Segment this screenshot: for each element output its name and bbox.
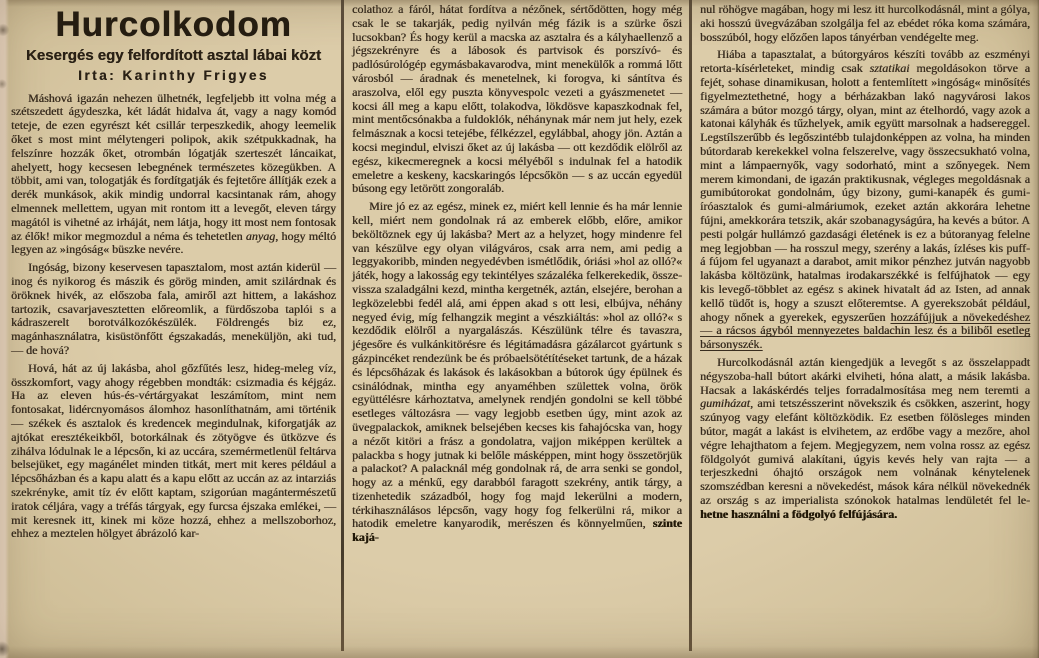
article-column-1 [11,3,336,545]
article-column-2 [352,3,682,549]
article-subtitle: Kesergés egy felfordított asztal lábai közt [25,47,322,64]
paragraph-text: colathoz a fáról, hátat fordítva a nézőnek, sértődötten, hogy még csak le se takarják, pedig nyilván még fázik is a szürke őszi lucsokban? És hogy kerül a macska az asztalra és a kályhaellenző a jégszekrényre és a lábosok és partvisok és porszívó- és padlósúrológép egymásbakavarodva, mint menekülők a rommá lőtt városból — áradnak és menetelnek, ki forogva, ki sántítva és araszolva, elől egy puszta könyvespolc vezeti a gyászmenetet — kocsi áll meg a kapu előtt, tolakodva, lökdösve kapaszkodnak fel, mint mentőcsónakba a fuldoklók, néhánynak már nem jut hely, ezek felmásznak a kocsi tetejébe, félkézzel, egylábbal, ahogy jön. Aztán a kocsi megindul, elviszi őket az új lakásba — ott kezdődik elölről az egész, kikecmeregnek a kocsi mélyéből s indulnak fel a hatodik emeletre a keskeny, kacskaringós lépcsőkön — s az uccán egyedül búsong egy letörött zongoraláb. [352,2,682,196]
article-column-3 [700,3,1030,525]
paragraph [700,3,1030,44]
paragraph [11,362,336,541]
article-title: Hurcolkodom [55,5,292,44]
paragraph-text: Hiába a tapasztalat, a bútorgyáros készíti tovább az eszményi retorta-kísérleteket, mindig csak [700,47,1030,76]
paragraph-text: , ami tetszésszerint növekszik és csökken, aszerint, hogy szúnyog vagy elefánt költözködik. Ez esetben fölösleges minden bútor, magát a lakást is elvihetem, az erdőbe vagy a mezőre, ahol végre lehajthatom a fejem. Megjegyzem, nem volna rossz az egész földgolyót gumivá alakítani, úgyis kevés hely van rajta — a terjeszkedni óhajtó országok nem volnának kénytelenek szomszédban keresni a növekedést, mások kára nélkül növekednék az ország s az imperialista szónokok hatalmas lendületét fel le- [700,396,1030,507]
article-header [11,6,336,83]
article-byline: Irta: Karinthy Frigyes [78,67,269,83]
paragraph-text: Máshová igazán nehezen ülhetnék, legfeljebb itt volna még a szétszedett ágydeszka, két ládát hidalva át, vagy a nagy komód teteje, de ezen egyrészt két csillár terpeszkedik, ahogy leemelik őket s most mint mélytengeri polipok, akik szétpukkadnak, ha felszínre hozzák őket, otrombán lógatják szerteszét láncaikat, ahelyett, hogy kecsesen lebegnének természetes közegükben. A többit, ami van, tologatják és fordítgatják és fejtetőre állítják ezek a derék munkások, akik mindig undorral kacsintanak rám, ahogy elmennek mellettem, ugyan mit rontom itt a levegőt, eleven tárgy magától is vihetné az irháját, nem látja, hogy itt most nem fontosak az élők! mikor megmozdul a néma és tehetetlen [11,90,336,243]
paragraph-text-bold: szinte kajá- [352,516,682,545]
paragraph [11,92,336,258]
paragraph [11,261,336,358]
paragraph-text-italic: anyag [245,228,276,243]
paragraph [700,356,1030,522]
column-divider-left [341,0,344,651]
paragraph-text-bold: hetne használni a födgolyó felfújására. [700,506,898,521]
paragraph-text-italic: gumiházat [700,396,751,411]
paragraph-text-italic: sztatikai [869,61,910,76]
paragraph-text: Hová, hát az új lakásba, ahol gőzfűtés lesz, hideg-meleg víz, összkomfort, vagy ahogy régebben mondták: csizmadia és kéjgáz. Ha az eleven hús-és-vértárgyakat leszámítom, mint nem fontosakat, lidércnyomásos álomhoz hasonlíthatnám, ami történik — székek és asztalok és kredencek megindulnak, kiforgatják az ajtókat eresztékeikből, botorkálnak és zötyögve és ütközve és zihálva lódulnak le a lépcsőn, ki az uccára, szemérmetlenül feltárva belsejüket, egy magánélet minden titkát, mert mit keres például a lépcsőházban és a kapu alatt és a kapu előtt az uccán az az intarziás szekrényke, amit tíz év előtt kaptam, szigorúan magántermészetű iratok céljára, vagy a tréfás tárgyak, egy furcsa éjszaka emlékei, — mit keresnek itt, kinek mi köze hozzá, ehhez a mellszoborhoz, ehhez a meztelen hölgyet ábrázoló kar- [11,360,336,541]
paragraph-text: Ingóság, bizony keservesen tapasztalom, most aztán kiderül — inog és nyikorog és mászik és görög minden, amit szilárdnak és öröknek hivék, az előszoba fala, amiről azt hittem, a lakáshoz tartozik, csavarjavesztetten előreomlik, a fürdőszoba taplói s a kádraszerelt borotválkozókészülék. Földrengés biz ez, magánhasználatra, kisüstönfőtt égszakadás, meneküljön, aki tud, — de hová? [11,260,336,357]
paragraph-text: nul röhögve magában, hogy mi lesz itt hurcolkodásnál, mint a gólya, aki hosszú üvegvázában szolgálja fel az ebédet róka koma számára, bosszúból, hogy előzően lapos tányérban vendégelte meg. [700,2,1030,44]
column-divider-right [689,0,692,651]
paragraph-text: megoldásokon törve a fejét, sohase dinamikusan, holott a fentemlített »ingóság« minősítés figyelmeztethetné, hogy a bérházakban lakó nagyvárosi lakos számára a bútor mozgó tárgy, olyan, mint az ételhordó, vagy azok a katonai kályhák és tűzhelyek, amik együtt marsolnak a hadsereggel. Legstílszerűbb és legőszintébb tulajdonképpen az volna, ha minden bútordarab kerekekkel volna felszerelve, vagy összecsukható volna, mint a lámpaernyők, vagy sodorható, mint a szőnyegek. Nem merem kimondani, de igazán praktikusnak, végleges megoldásnak a gumibútorokat gondolnám, úgy bizony, gumi-kanapék és gumi-íróasztalok és gumi-almáriumok, ezeket aztán akkorára lehetne fújni, amekkorára tetszik, akár szobanagyságúra, ha kevés a bútor. A pesti polgár hullámzó gazdasági életének is ez a bútoranyag felelne meg legjobban — ha rosszul megy, szerény a lakás, ízléses kis puff-á fújom fel ugyanazt a darabot, amit mikor pénzhez jutván nagyobb lakásba költözünk, hatalmas irodakarszékké is felfújhatok — egy kis levegő-többlet az egész s akinek hivatalt ád az Isten, ad annak kellő tüdőt is, hogy a szuszt előteremtse. A gyerekszobát például, ahogy nőnek a gyerekek, egyszerűen [700,61,1030,324]
paragraph-text-underline: hozzáfújjuk a növekedéshez — a rácsos ágyból mennyezetes baldachin lesz és a biliből esetleg bársonyszék. [700,309,1030,352]
paragraph-text: , hogy méltó legyen az »ingóság« büszke nevére. [11,228,337,257]
paragraph-text: Mire jó ez az egész, minek ez, miért kell lennie és ha már lennie kell, miért nem gondolnak rá az emberek előbb, előre, amikor beköltöznek egy új lakásba? Mert az a helyzet, hogy mindenre fel van készülve egy olyan világváros, csak arra nem, ami pedig a leggyakoribb, minden negyedévben ismétlődik, óriási »hol az olló?« játék, hogy a lakosság egy tekintélyes százaléka felkerekedik, össze-vissza szaladgálni kezd, mintha kergetnék, aztán, elsejére, berohan a legközelebbi fedél alá, ami éppen akad s ott lesi, elbújva, néhány negyed évig, míg felhangzik megint a vészkiáltás: »hol az olló?« s kezdődik elölről a nyargalászás. Készülünk télre és tavaszra, jégesőre és vulkánkitörésre és légitámadásra gázálarcot gyártunk s gázpincéket rendezünk be és próbaelsötétítéseket tartunk, de a házak és lépcsőházak és lakások és lakásokban a bútorok úgy épülnek és csinálódnak, mintha egy anyaméhben születtek volna, örök együttélésre kárhoztatva, amelynek rendjén gondolni se kell többé esetleges változásra — vagy legjobb esetben úgy, mint azok az üvegpalackok, amiknek belsejében kecses kis fahajócska van, hogy a nézőt kitöri a frász a gondolatra, vajjon miképpen kerültek a palackba s hogy jutnak ki belőle másképpen, mint hogy összetörjük a palackot? A palacknál még gondolnak rá, de arra senki se gondol, hogy az a ménkű, egy darabból faragott szekrény, antik tárgy, a tizenhetedik századból, hogy fog majd lekerülni a modern, térkihasználásos lépcsőn, vagy hogy fog felkerülni rá, mikor a hatodik emeletre kanyarodik, merészen és könnyelműen, [352,199,682,531]
paragraph [352,200,682,545]
paragraph-text: Hurcolkodásnál aztán kiengedjük a levegőt s az összelappadt négyszoba-hall bútort akárki elviheti, hóna alatt, a másik lakásba. Hacsak a lakáskérdés teljes forradalmosítása meg nem teremti a [700,354,1030,397]
paragraph [700,48,1030,352]
paragraph [352,3,682,196]
